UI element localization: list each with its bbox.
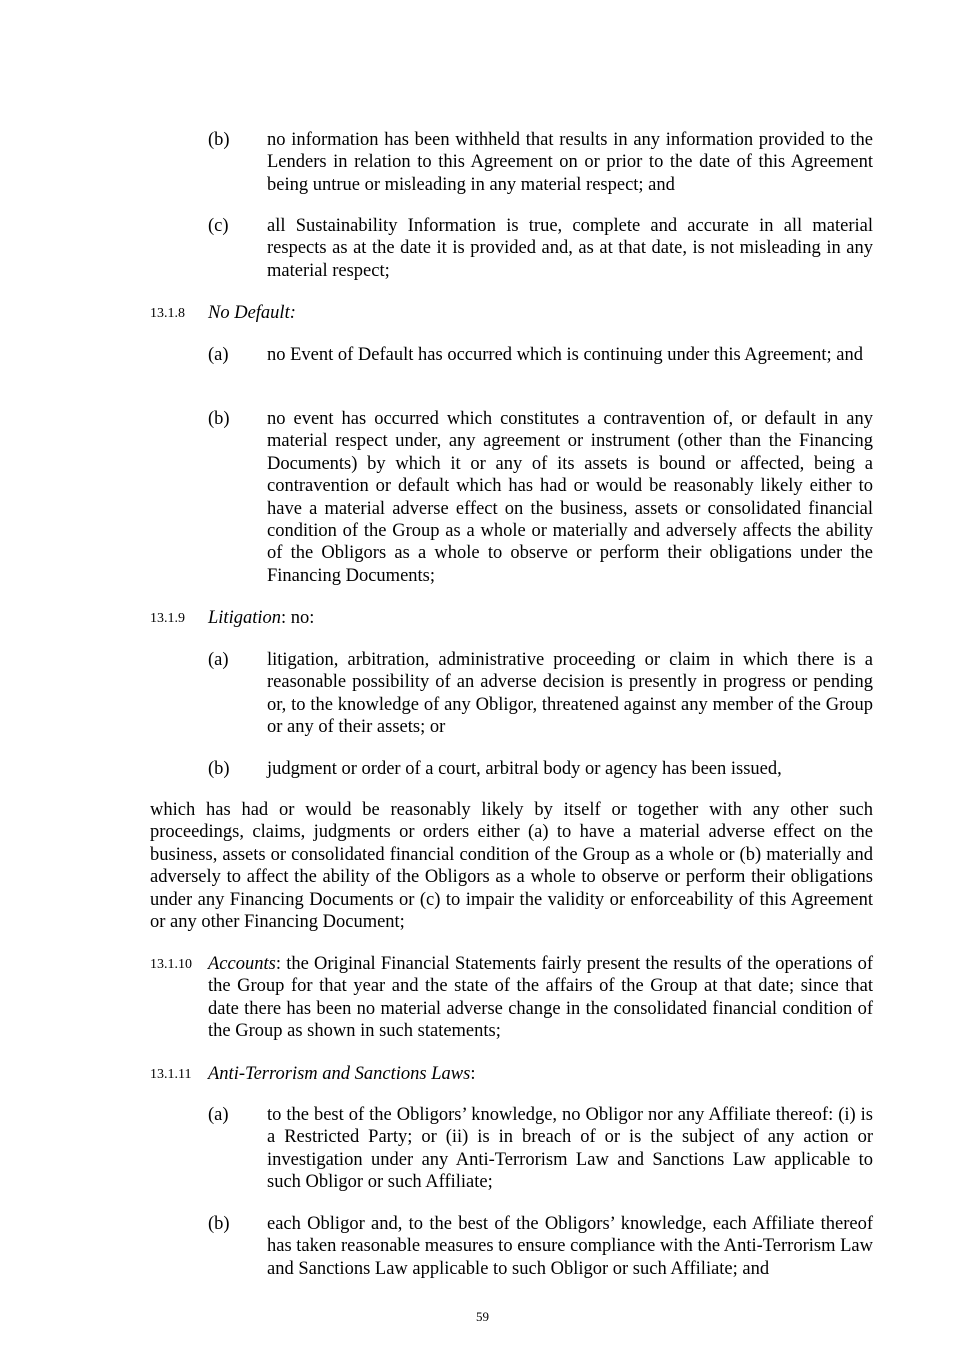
section-title-suffix: : no: <box>281 608 315 628</box>
section-title <box>208 1063 873 1085</box>
section-number: 13.1.8 <box>150 306 185 321</box>
clause-label: (a) <box>208 345 229 365</box>
section-title <box>208 302 873 324</box>
clause-label: (b) <box>208 409 230 429</box>
section-number: 13.1.9 <box>150 611 185 626</box>
section-text: : the Original Financial Statements fairly present the results of the operations of the Group for that year and the state of the affairs of the Group at that date; since that date there has been no material adverse change in the consolidated financial condition of the Group as shown in such statements; <box>208 954 873 1042</box>
clause-label: (c) <box>208 216 229 236</box>
clause-13-1-9-tail: which has had or would be reasonably likely by itself or together with any other such proceedings, claims, judgments or orders either (a) to have a material adverse effect on the business, assets or consolidated financial condition of the Group as a whole or (b) materially and adversely to affect the ability of the Obligors as a whole to observe or perform their obligations under any Financing Documents or (c) to impair the validity or enforceability of this Agreement or any other Financing Document; <box>150 800 873 933</box>
clause-text: each Obligor and, to the best of the Obligors’ knowledge, each Affiliate thereof has taken reasonable measures to ensure compliance with the Anti-Terrorism Law and Sanctions Law applicable to such Obligor or such Affiliate; and <box>267 1214 873 1279</box>
section-title <box>208 607 873 629</box>
section-title-italic: Anti-Terrorism and Sanctions Laws <box>208 1064 471 1084</box>
clause-text: no information has been withheld that results in any information provided to the Lenders in relation to this Agreement on or prior to the date of this Agreement being untrue or misleading in any material respect; and <box>267 130 873 195</box>
clause-text: litigation, arbitration, administrative proceeding or claim in which there is a reasonable possibility of an adverse decision is presently in progress or pending or, to the knowledge of any Obligor, threatened against any member of the Group or any of their assets; or <box>267 650 873 738</box>
clause-label: (a) <box>208 1105 229 1125</box>
clause-label: (b) <box>208 759 230 779</box>
section-title-suffix: : <box>470 1064 476 1084</box>
section-body <box>208 953 873 1043</box>
clause-text: no event has occurred which constitutes a contravention of, or default in any material respect under, any agreement or instrument (other than the Financing Documents) by which it or any of its assets is bound or affected, being a contravention or default which has had or would be reasonably likely either to have a material adverse effect on the business, assets or consolidated financial condition of the Group as a whole or materially and adversely affects the ability of the Obligors as a whole to observe or perform their obligations under the Financing Documents; <box>267 409 873 586</box>
clause-text: judgment or order of a court, arbitral body or agency has been issued, <box>267 759 782 779</box>
section-title-italic: No Default: <box>208 303 296 323</box>
clause-text: no Event of Default has occurred which is continuing under this Agreement; and <box>267 345 863 365</box>
section-title-italic: Litigation <box>208 608 281 628</box>
section-number: 13.1.10 <box>150 957 192 972</box>
clause-label: (a) <box>208 650 229 670</box>
clause-label: (b) <box>208 1214 230 1234</box>
clause-label: (b) <box>208 130 230 150</box>
section-number: 13.1.11 <box>150 1067 192 1082</box>
page-number: 59 <box>476 1309 489 1324</box>
clause-text: to the best of the Obligors’ knowledge, no Obligor nor any Affiliate thereof: (i) is a Restricted Party; or (ii) is in breach of or is the subject of any action or investigation under any Anti-Terrorism Law and Sanctions Law applicable to such Obligor or such Affiliate; <box>267 1105 873 1193</box>
clause-text: all Sustainability Information is true, complete and accurate in all material respects as at the date it is provided and, as at that date, is not misleading in any material respect; <box>267 216 873 281</box>
section-title-italic: Accounts <box>208 954 276 974</box>
